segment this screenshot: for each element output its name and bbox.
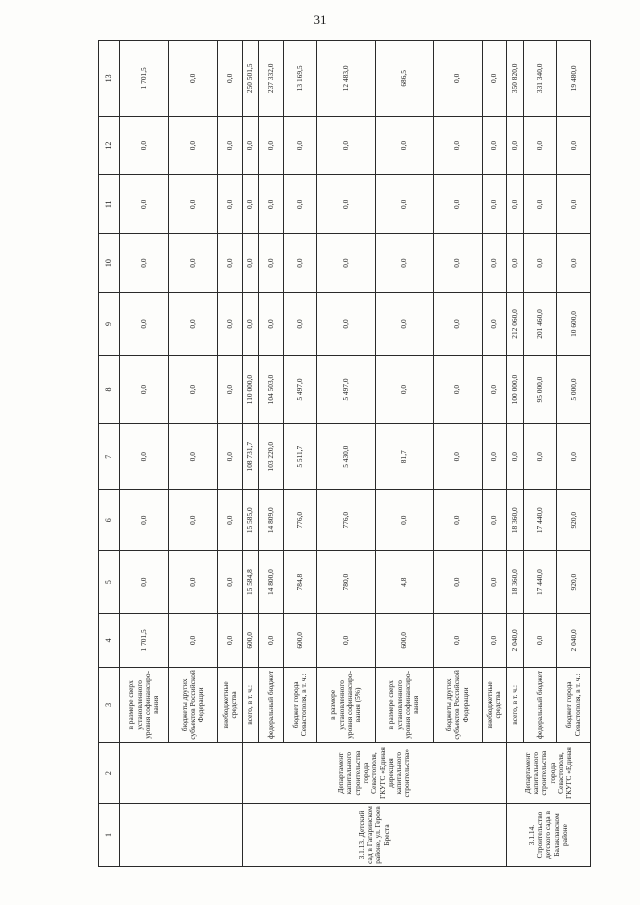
value-cell: 0,0 — [523, 116, 556, 175]
value-cell: 0,0 — [120, 175, 169, 234]
value-cell: 12 483,0 — [317, 41, 375, 117]
value-cell: 0,0 — [482, 116, 507, 175]
value-cell: 0,0 — [482, 355, 507, 423]
funding-source: в размере установленного уровня софинансиро-вания (5%) — [317, 667, 375, 743]
value-cell: 0,0 — [284, 234, 317, 293]
value-cell: 784,8 — [284, 551, 317, 614]
value-cell: 0,0 — [169, 424, 218, 490]
table-row — [259, 41, 284, 867]
value-cell: 0,0 — [375, 175, 433, 234]
value-cell: 0,0 — [375, 116, 433, 175]
funding-source: бюджет города Севастополя, в т. ч.: — [284, 667, 317, 743]
value-cell: 0,0 — [284, 292, 317, 355]
value-cell: 1 701,5 — [120, 614, 169, 668]
value-cell: 4,8 — [375, 551, 433, 614]
value-cell: 0,0 — [507, 116, 524, 175]
value-cell: 19 480,0 — [557, 41, 591, 117]
value-cell: 0,0 — [284, 175, 317, 234]
column-number-row — [99, 41, 120, 867]
value-cell: 237 332,0 — [259, 41, 284, 117]
value-cell: 0,0 — [218, 116, 243, 175]
value-cell: 0,0 — [120, 116, 169, 175]
value-cell: 0,0 — [317, 175, 375, 234]
value-cell: 0,0 — [169, 175, 218, 234]
value-cell: 0,0 — [242, 116, 259, 175]
value-cell: 18 360,0 — [507, 490, 524, 551]
value-cell: 776,0 — [317, 490, 375, 551]
value-cell: 600,0 — [284, 614, 317, 668]
executor-cell: Департамент капитального строительства города Севастополя, ГКУГС «Единая — [507, 743, 591, 804]
value-cell: 920,0 — [557, 551, 591, 614]
value-cell: 2 040,0 — [557, 614, 591, 668]
value-cell: 0,0 — [120, 355, 169, 423]
table-row — [317, 41, 375, 867]
value-cell: 776,0 — [284, 490, 317, 551]
value-cell: 0,0 — [523, 234, 556, 293]
value-cell: 0,0 — [433, 292, 482, 355]
value-cell: 0,0 — [433, 355, 482, 423]
value-cell: 0,0 — [482, 614, 507, 668]
funding-source: в размере сверх установленного уровня софинансиро-вания — [120, 667, 169, 743]
value-cell: 0,0 — [218, 551, 243, 614]
table-row — [507, 41, 524, 867]
value-cell: 0,0 — [482, 551, 507, 614]
value-cell: 0,0 — [317, 292, 375, 355]
value-cell: 600,0 — [375, 614, 433, 668]
value-cell: 0,0 — [317, 116, 375, 175]
col-number: 8 — [99, 355, 120, 423]
value-cell: 0,0 — [482, 234, 507, 293]
value-cell: 5 511,7 — [284, 424, 317, 490]
value-cell: 250 501,5 — [242, 41, 259, 117]
value-cell: 0,0 — [507, 234, 524, 293]
table-row — [433, 41, 482, 867]
value-cell: 0,0 — [375, 292, 433, 355]
value-cell: 0,0 — [523, 175, 556, 234]
value-cell: 0,0 — [242, 292, 259, 355]
value-cell: 0,0 — [317, 614, 375, 668]
value-cell: 0,0 — [433, 41, 482, 117]
col-number: 6 — [99, 490, 120, 551]
budget-table — [98, 40, 591, 867]
value-cell: 0,0 — [218, 41, 243, 117]
value-cell: 0,0 — [169, 355, 218, 423]
value-cell: 0,0 — [375, 355, 433, 423]
value-cell: 920,0 — [557, 490, 591, 551]
col-number: 2 — [99, 743, 120, 804]
value-cell: 0,0 — [284, 116, 317, 175]
value-cell: 5 430,0 — [317, 424, 375, 490]
value-cell: 331 340,0 — [523, 41, 556, 117]
value-cell: 0,0 — [120, 490, 169, 551]
value-cell: 780,0 — [317, 551, 375, 614]
value-cell: 212 060,0 — [507, 292, 524, 355]
col-number: 1 — [99, 804, 120, 867]
col-number: 12 — [99, 116, 120, 175]
value-cell: 0,0 — [218, 175, 243, 234]
value-cell: 0,0 — [169, 292, 218, 355]
value-cell: 0,0 — [507, 175, 524, 234]
value-cell: 0,0 — [557, 116, 591, 175]
value-cell: 5 497,0 — [284, 355, 317, 423]
funding-source: всего, в т. ч.: — [242, 667, 259, 743]
value-cell: 0,0 — [523, 424, 556, 490]
col-number: 4 — [99, 614, 120, 668]
funding-source: федеральный бюджет — [259, 667, 284, 743]
value-cell: 0,0 — [218, 424, 243, 490]
value-cell: 15 584,8 — [242, 551, 259, 614]
value-cell: 0,0 — [433, 175, 482, 234]
value-cell: 0,0 — [218, 490, 243, 551]
value-cell: 0,0 — [169, 614, 218, 668]
value-cell: 0,0 — [242, 175, 259, 234]
object-name-cell: 3.1.13. Детский сад в Гагаринском районе, ул. Героев Бреста — [242, 804, 506, 867]
value-cell: 10 600,0 — [557, 292, 591, 355]
col-number: 9 — [99, 292, 120, 355]
funding-source: всего, в т. ч.: — [507, 667, 524, 743]
value-cell: 0,0 — [120, 424, 169, 490]
funding-source: бюджет города Севастополя, в т. ч.: — [557, 667, 591, 743]
value-cell: 0,0 — [482, 490, 507, 551]
table-row — [557, 41, 591, 867]
value-cell: 600,0 — [242, 614, 259, 668]
col-number: 7 — [99, 424, 120, 490]
value-cell: 95 000,0 — [523, 355, 556, 423]
value-cell: 0,0 — [433, 116, 482, 175]
executor-cell — [120, 743, 243, 804]
table-row — [482, 41, 507, 867]
page-number: 31 — [313, 12, 327, 27]
value-cell: 0,0 — [375, 234, 433, 293]
value-cell: 0,0 — [259, 614, 284, 668]
table-row — [375, 41, 433, 867]
value-cell: 0,0 — [218, 234, 243, 293]
object-name-cell: 3.1.14. Строительство детского сада в Балаклавском районе — [507, 804, 591, 867]
value-cell: 0,0 — [523, 614, 556, 668]
value-cell: 14 809,0 — [259, 490, 284, 551]
value-cell: 0,0 — [433, 551, 482, 614]
table-row — [242, 41, 259, 867]
value-cell: 0,0 — [433, 234, 482, 293]
value-cell: 0,0 — [169, 116, 218, 175]
value-cell: 0,0 — [317, 234, 375, 293]
value-cell: 0,0 — [557, 424, 591, 490]
value-cell: 81,7 — [375, 424, 433, 490]
col-number: 11 — [99, 175, 120, 234]
value-cell: 1 701,5 — [120, 41, 169, 117]
value-cell: 17 440,0 — [523, 551, 556, 614]
table-row — [120, 41, 169, 867]
value-cell: 110 000,0 — [242, 355, 259, 423]
value-cell: 0,0 — [120, 292, 169, 355]
funding-source: федеральный бюджет — [523, 667, 556, 743]
value-cell: 5 497,0 — [317, 355, 375, 423]
rotated-table-area — [98, 40, 591, 867]
value-cell: 201 460,0 — [523, 292, 556, 355]
value-cell: 103 220,0 — [259, 424, 284, 490]
table-row — [218, 41, 243, 867]
value-cell: 108 731,7 — [242, 424, 259, 490]
value-cell: 0,0 — [120, 234, 169, 293]
value-cell: 0,0 — [218, 292, 243, 355]
value-cell: 0,0 — [557, 175, 591, 234]
value-cell: 0,0 — [482, 41, 507, 117]
value-cell: 17 440,0 — [523, 490, 556, 551]
value-cell: 686,5 — [375, 41, 433, 117]
value-cell: 0,0 — [482, 424, 507, 490]
value-cell: 0,0 — [375, 490, 433, 551]
value-cell: 13 169,5 — [284, 41, 317, 117]
table-row — [169, 41, 218, 867]
value-cell: 0,0 — [218, 355, 243, 423]
table-row — [284, 41, 317, 867]
value-cell: 350 820,0 — [507, 41, 524, 117]
value-cell: 0,0 — [433, 614, 482, 668]
funding-source: внебюджетные средства — [482, 667, 507, 743]
value-cell: 0,0 — [169, 490, 218, 551]
funding-source: бюджеты других субъектов Российской Федерации — [433, 667, 482, 743]
funding-source: бюджеты других субъектов Российской Федерации — [169, 667, 218, 743]
value-cell: 0,0 — [218, 614, 243, 668]
value-cell: 0,0 — [433, 490, 482, 551]
value-cell: 0,0 — [259, 234, 284, 293]
value-cell: 15 585,0 — [242, 490, 259, 551]
col-number: 5 — [99, 551, 120, 614]
value-cell: 0,0 — [242, 234, 259, 293]
funding-source: внебюджетные средства — [218, 667, 243, 743]
value-cell: 0,0 — [169, 551, 218, 614]
value-cell: 0,0 — [259, 292, 284, 355]
value-cell: 2 040,0 — [507, 614, 524, 668]
value-cell: 0,0 — [169, 234, 218, 293]
value-cell: 0,0 — [482, 292, 507, 355]
object-name-cell — [120, 804, 243, 867]
value-cell: 18 360,0 — [507, 551, 524, 614]
value-cell: 0,0 — [557, 234, 591, 293]
value-cell: 0,0 — [259, 116, 284, 175]
executor-cell: Департамент капитального строительства города Севастополя, ГКУГС «Единая дирекция капитального строительства» — [242, 743, 506, 804]
value-cell: 14 800,0 — [259, 551, 284, 614]
value-cell: 0,0 — [433, 424, 482, 490]
value-cell: 104 503,0 — [259, 355, 284, 423]
value-cell: 0,0 — [482, 175, 507, 234]
col-number: 10 — [99, 234, 120, 293]
table-row — [523, 41, 556, 867]
value-cell: 0,0 — [169, 41, 218, 117]
value-cell: 5 000,0 — [557, 355, 591, 423]
funding-source: в размере сверх установленного уровня софинансиро-вания — [375, 667, 433, 743]
col-number: 13 — [99, 41, 120, 117]
value-cell: 0,0 — [120, 551, 169, 614]
value-cell: 0,0 — [507, 424, 524, 490]
col-number: 3 — [99, 667, 120, 743]
value-cell: 0,0 — [259, 175, 284, 234]
value-cell: 100 000,0 — [507, 355, 524, 423]
